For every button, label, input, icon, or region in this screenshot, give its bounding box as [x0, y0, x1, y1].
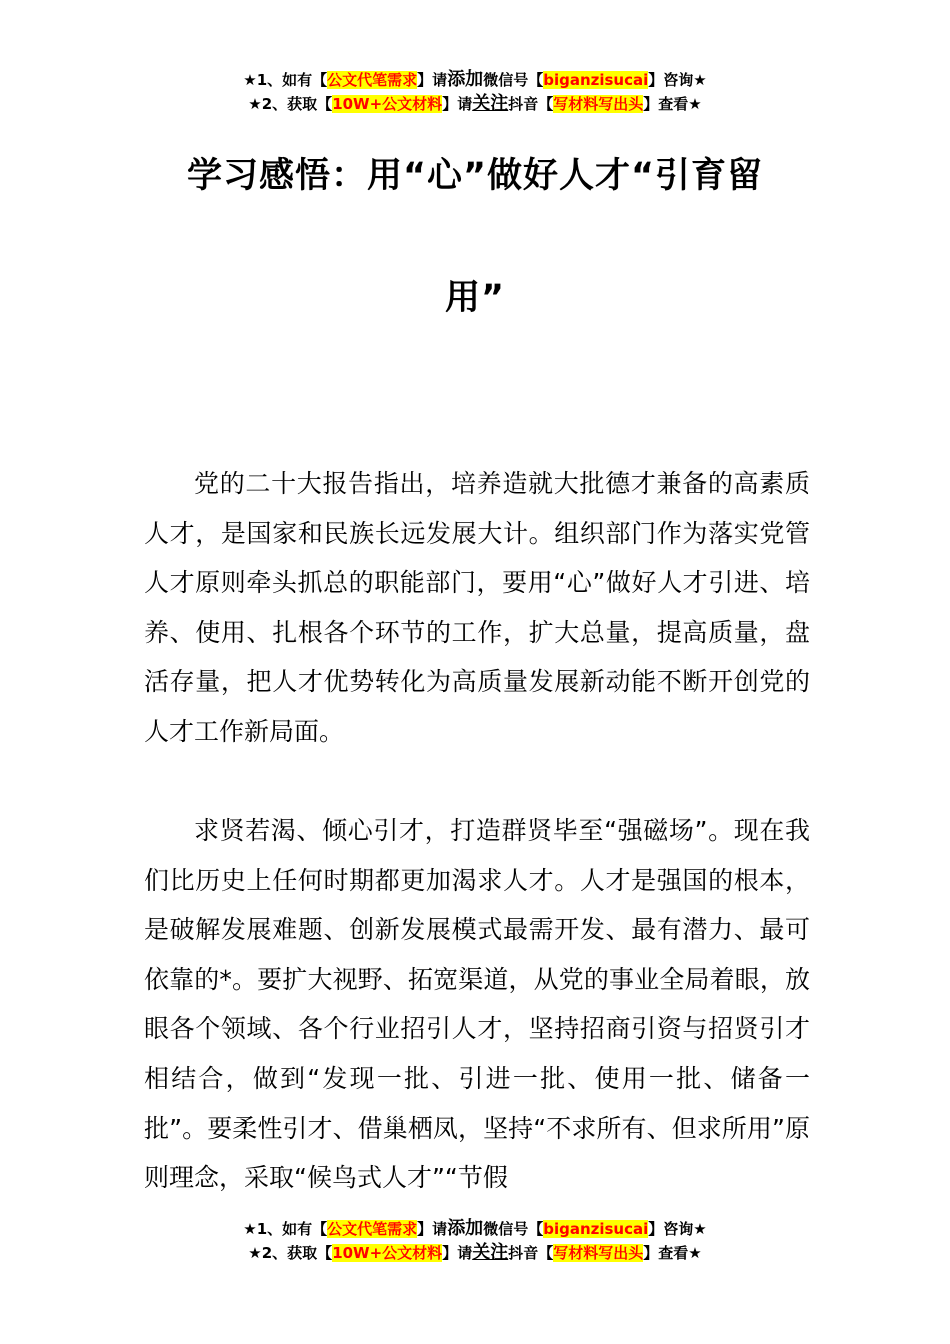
bottom-promo-banner — [0, 1217, 950, 1265]
promo-line-1 — [0, 68, 950, 92]
promo-emphasis: 关注 — [472, 93, 509, 114]
promo-line-1 — [0, 1217, 950, 1241]
promo-text: 】咨询★ — [648, 1220, 707, 1238]
promo-highlight: 写材料写出头 — [553, 1244, 644, 1262]
promo-highlight: 10W+公文材料 — [332, 1244, 443, 1262]
promo-text: 】查看★ — [643, 95, 702, 113]
promo-text: 抖音【 — [508, 1244, 554, 1262]
promo-text: 】请 — [442, 95, 473, 113]
promo-line-2 — [0, 92, 950, 116]
promo-text: 】咨询★ — [648, 71, 707, 89]
promo-line-2 — [0, 1241, 950, 1265]
promo-text: ★1、如有【 — [243, 71, 328, 89]
promo-text: 微信号【 — [483, 71, 544, 89]
promo-highlight: biganzisucai — [543, 1220, 649, 1238]
promo-text: 】查看★ — [643, 1244, 702, 1262]
promo-highlight: 公文代笔需求 — [327, 1220, 418, 1238]
promo-highlight: 10W+公文材料 — [332, 95, 443, 113]
promo-emphasis: 添加 — [447, 69, 484, 90]
body-paragraph: 党的二十大报告指出，培养造就大批德才兼备的高素质人才，是国家和民族长远发展大计。组织部门作为落实党管人才原则牵头抓总的职能部门，要用“心”做好人才引进、培养、使用、扎根各个环节的工作，扩大总量，提高质量，盘活存量，把人才优势转化为高质量发展新动能不断开创党的人才工作新局面。 — [144, 469, 810, 746]
promo-emphasis: 关注 — [472, 1242, 509, 1263]
document-title-line-1: 学习感悟：用“心”做好人才“引育留 — [186, 156, 763, 196]
promo-text: ★2、获取【 — [248, 1244, 333, 1262]
top-promo-banner — [0, 68, 950, 116]
promo-highlight: 写材料写出头 — [553, 95, 644, 113]
promo-emphasis: 添加 — [447, 1218, 484, 1239]
promo-text: ★1、如有【 — [243, 1220, 328, 1238]
promo-text: 抖音【 — [508, 95, 554, 113]
document-title-line-2: 用” — [444, 278, 505, 318]
promo-highlight: biganzisucai — [543, 71, 649, 89]
promo-text: 】请 — [417, 71, 448, 89]
promo-text: ★2、获取【 — [248, 95, 333, 113]
promo-text: 】请 — [442, 1244, 473, 1262]
promo-text: 】请 — [417, 1220, 448, 1238]
promo-highlight: 公文代笔需求 — [327, 71, 418, 89]
body-paragraph: 求贤若渴、倾心引才，打造群贤毕至“强磁场”。现在我们比历史上任何时期都更加渴求人才。人才是强国的根本，是破解发展难题、创新发展模式最需开发、最有潜力、最可依靠的*。要扩大视野、拓宽渠道，从党的事业全局着眼，放眼各个领域、各个行业招引人才，坚持招商引资与招贤引才相结合，做到“发现一批、引进一批、使用一批、储备一批”。要柔性引才、借巢栖凤，坚持“不求所有、但求所用”原则理念，采取“候鸟式人才”“节假 — [144, 816, 810, 1193]
promo-text: 微信号【 — [483, 1220, 544, 1238]
